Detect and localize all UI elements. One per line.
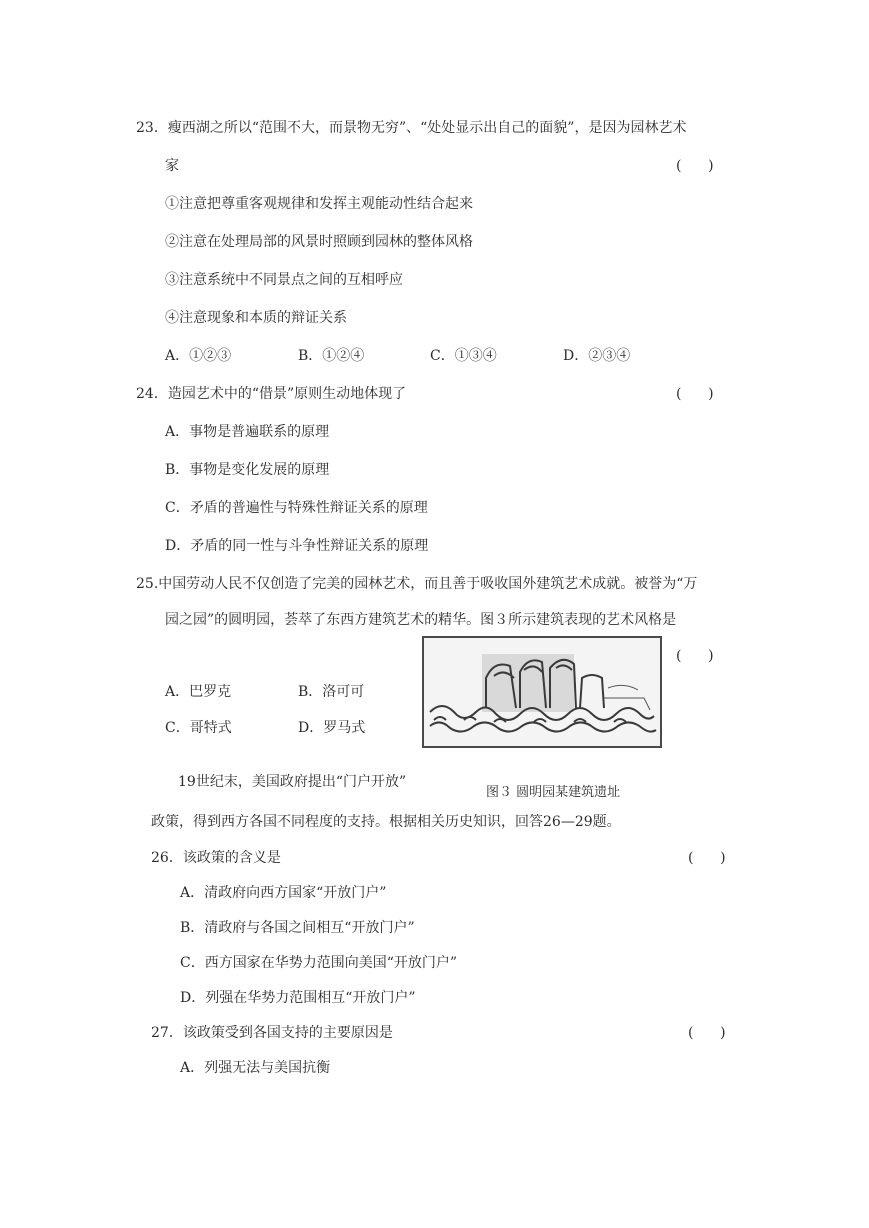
q23-option-c: C．①③④ (430, 348, 497, 364)
intro-line2: 政策，得到西方各国不同程度的支持。根据相关历史知识，回答26—29题。 (151, 814, 621, 830)
q23-option-b: B．①②④ (298, 348, 365, 364)
q23-stem-line2: 家 (165, 158, 179, 174)
q23-stem-line1: 23．瘦西湖之所以“范围不大，而景物无穷”、“处处显示出自己的面貌”，是因为园林艺术 (136, 120, 687, 136)
q25-answer-blank: ( ) (676, 648, 714, 664)
q25-option-a: A．巴罗克 (165, 684, 232, 700)
figure-3-caption: 图３ 圆明园某建筑遗址 (486, 785, 621, 800)
q24-option-d: D．矛盾的同一性与斗争性辩证关系的原理 (165, 538, 429, 554)
q23-item-4: ④注意现象和本质的辩证关系 (165, 310, 347, 326)
q27-answer-blank: ( ) (688, 1025, 726, 1041)
q23-option-d: D．②③④ (563, 348, 631, 364)
q27-option-a: A．列强无法与美国抗衡 (180, 1060, 331, 1076)
q26-stem: 26．该政策的含义是 (151, 850, 281, 866)
q25-stem-line1: 25.中国劳动人民不仅创造了完美的园林艺术，而且善于吸收国外建筑艺术成就。被誉为“万 (136, 576, 698, 592)
q23-item-1: ①注意把尊重客观规律和发挥主观能动性结合起来 (165, 196, 473, 212)
intro-line1: 19世纪末，美国政府提出“门户开放” (178, 774, 407, 790)
q24-option-a: A．事物是普遍联系的原理 (165, 424, 330, 440)
q25-stem-line2: 园之园”的圆明园，荟萃了东西方建筑艺术的精华。图３所示建筑表现的艺术风格是 (165, 612, 677, 628)
q24-option-c: C．矛盾的普遍性与特殊性辩证关系的原理 (165, 500, 428, 516)
figure-3-ruins-image (422, 636, 662, 748)
ruins-sketch-icon (424, 638, 660, 746)
q23-option-a: A．①②③ (165, 348, 232, 364)
q23-item-3: ③注意系统中不同景点之间的互相呼应 (165, 272, 403, 288)
q26-option-c: C．西方国家在华势力范围向美国“开放门户” (180, 955, 458, 971)
q23-item-2: ②注意在处理局部的风景时照顾到园林的整体风格 (165, 234, 473, 250)
q26-option-d: D．列强在华势力范围相互“开放门户” (180, 990, 416, 1006)
q23-answer-blank: ( ) (676, 158, 714, 174)
q26-option-b: B．清政府与各国之间相互“开放门户” (180, 920, 415, 936)
q26-option-a: A．清政府向西方国家“开放门户” (180, 885, 387, 901)
q26-answer-blank: ( ) (688, 850, 726, 866)
q24-option-b: B．事物是变化发展的原理 (165, 462, 330, 478)
q25-option-b: B．洛可可 (298, 684, 365, 700)
q25-option-c: C．哥特式 (165, 720, 232, 736)
q24-answer-blank: ( ) (676, 386, 714, 402)
q27-stem: 27．该政策受到各国支持的主要原因是 (151, 1025, 393, 1041)
q24-stem: 24．造园艺术中的“借景”原则生动地体现了 (136, 386, 407, 402)
q25-option-d: D．罗马式 (298, 720, 366, 736)
